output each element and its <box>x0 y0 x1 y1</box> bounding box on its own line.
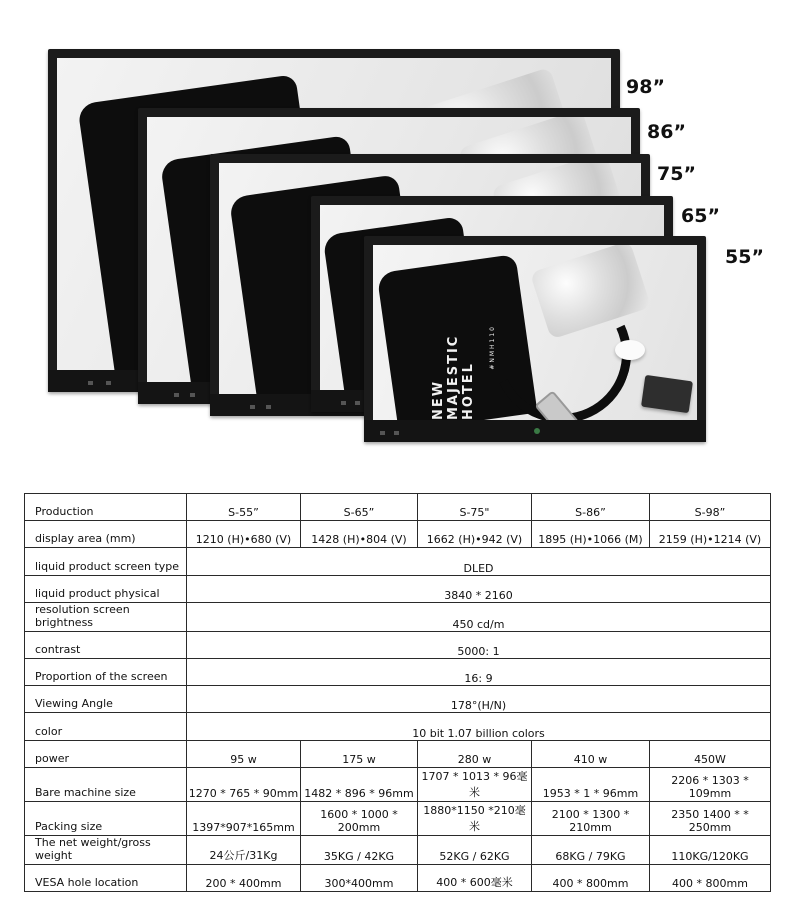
table-row <box>25 631 771 658</box>
model-header: S-65” <box>301 494 418 521</box>
table-row <box>25 767 771 801</box>
spec-value: 1895 (H)•1066 (M) <box>532 521 650 548</box>
spec-value: 400 * 800mm <box>532 864 650 891</box>
spec-value: 1707 * 1013 * 96毫米 <box>418 767 532 801</box>
spec-value-merged: 450 cd/m <box>187 602 771 631</box>
bag-tag-text: #NMH110 <box>489 325 496 370</box>
size-label-75: 75” <box>657 163 696 185</box>
table-row <box>25 575 771 602</box>
row-label: color <box>25 713 187 740</box>
spec-value: 1397*907*165mm <box>187 801 301 835</box>
table-row <box>25 548 771 575</box>
spec-value: 35KG / 42KG <box>301 835 418 864</box>
row-label: VESA hole location <box>25 864 187 891</box>
display-bezel <box>364 420 706 442</box>
table-row <box>25 686 771 713</box>
spec-value-merged: 3840 * 2160 <box>187 575 771 602</box>
spec-value: 175 w <box>301 740 418 767</box>
row-label: Bare machine size <box>25 767 187 801</box>
wallet-image <box>641 375 693 413</box>
display-55 <box>364 236 706 442</box>
spec-value: 450W <box>650 740 771 767</box>
size-label-98: 98” <box>626 76 665 98</box>
header-label: Production <box>25 494 187 521</box>
spec-table-body <box>25 494 771 892</box>
spec-value-merged: 16: 9 <box>187 658 771 685</box>
spec-value: 2100 * 1300 * 210mm <box>532 801 650 835</box>
spec-value: 2350 1400 * * 250mm <box>650 801 771 835</box>
spec-value: 1270 * 765 * 90mm <box>187 767 301 801</box>
spec-value-merged: 5000: 1 <box>187 631 771 658</box>
table-header-row <box>25 494 771 521</box>
spec-value: 1953 * 1 * 96mm <box>532 767 650 801</box>
table-row <box>25 658 771 685</box>
row-label: liquid product screen type <box>25 548 187 575</box>
model-header: S-55” <box>187 494 301 521</box>
table-row <box>25 740 771 767</box>
spec-value: 280 w <box>418 740 532 767</box>
table-row <box>25 864 771 891</box>
spec-value: 410 w <box>532 740 650 767</box>
spec-value: 1428 (H)•804 (V) <box>301 521 418 548</box>
mouse-image <box>615 340 645 360</box>
spec-value: 300*400mm <box>301 864 418 891</box>
row-label: power <box>25 740 187 767</box>
spec-value: 1210 (H)•680 (V) <box>187 521 301 548</box>
spec-table <box>24 493 771 892</box>
spec-value: 68KG / 79KG <box>532 835 650 864</box>
bag-print-text: NEW MAJESTIC HOTEL <box>431 334 476 420</box>
spec-value: 1662 (H)•942 (V) <box>418 521 532 548</box>
row-label: Viewing Angle <box>25 686 187 713</box>
spec-value: 2159 (H)•1214 (V) <box>650 521 771 548</box>
spec-value: 1600 * 1000 * 200mm <box>301 801 418 835</box>
table-row <box>25 602 771 631</box>
table-row <box>25 521 771 548</box>
size-label-55: 55” <box>725 246 764 268</box>
size-label-86: 86” <box>647 121 686 143</box>
row-label: resolution screen brightness <box>25 602 187 631</box>
spec-value: 110KG/120KG <box>650 835 771 864</box>
row-label: Proportion of the screen <box>25 658 187 685</box>
spec-value-merged: 10 bit 1.07 billion colors <box>187 713 771 740</box>
table-row <box>25 713 771 740</box>
spec-value-merged: 178°(H/N) <box>187 686 771 713</box>
size-label-65: 65” <box>681 205 720 227</box>
row-label: The net weight/gross weight <box>25 835 187 864</box>
spec-value: 1880*1150 *210毫米 <box>418 801 532 835</box>
spec-value: 52KG / 62KG <box>418 835 532 864</box>
display-panel <box>373 245 697 420</box>
spec-value: 200 * 400mm <box>187 864 301 891</box>
spec-value: 1482 * 896 * 96mm <box>301 767 418 801</box>
model-header: S-75" <box>418 494 532 521</box>
spec-value: 400 * 800mm <box>650 864 771 891</box>
spec-value: 2206 * 1303 * 109mm <box>650 767 771 801</box>
table-row <box>25 801 771 835</box>
spec-value-merged: DLED <box>187 548 771 575</box>
table-row <box>25 835 771 864</box>
marble-laptop <box>530 245 651 340</box>
spec-value: 95 w <box>187 740 301 767</box>
row-label: display area (mm) <box>25 521 187 548</box>
model-header: S-86” <box>532 494 650 521</box>
spec-value: 24公斤/31Kg <box>187 835 301 864</box>
row-label: contrast <box>25 631 187 658</box>
row-label: liquid product physical <box>25 575 187 602</box>
row-label: Packing size <box>25 801 187 835</box>
spec-value: 400 * 600毫米 <box>418 864 532 891</box>
model-header: S-98” <box>650 494 771 521</box>
